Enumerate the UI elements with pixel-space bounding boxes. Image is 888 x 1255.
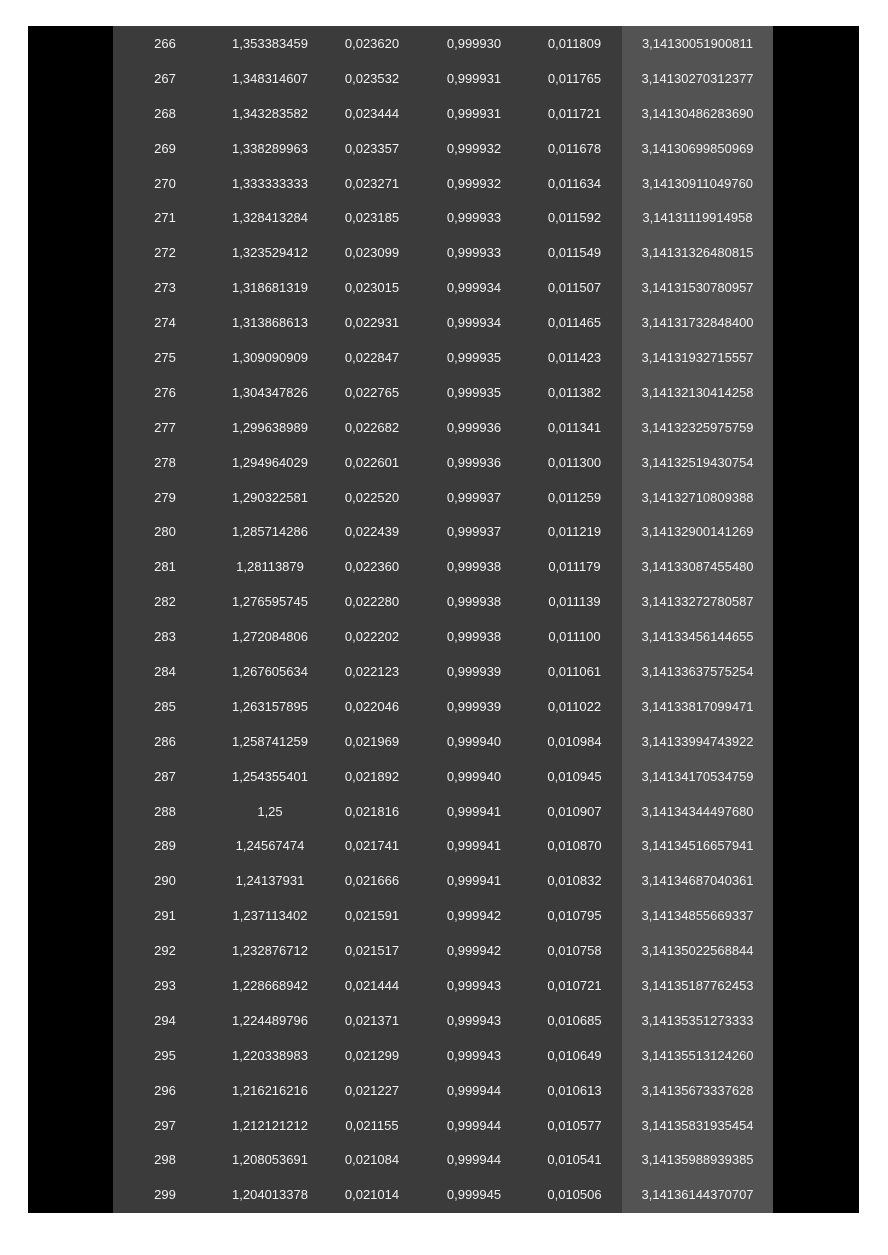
value-cell-1: 1,267605634 [232,663,308,679]
table-row [113,724,773,759]
value-cell-1: 1,254355401 [232,768,308,784]
index-cell: 297 [154,1117,176,1133]
value-cell-4: 0,010506 [547,1187,602,1203]
pi-approx-cell: 3,14131932715557 [641,349,754,365]
value-cell-1: 1,25 [257,803,283,819]
value-cell-3: 0,999934 [446,280,502,296]
value-cell-2: 0,022046 [344,698,400,714]
index-cell: 270 [154,175,176,191]
value-cell-4: 0,011634 [547,175,602,191]
pi-approx-cell: 3,14134170534759 [641,768,754,784]
index-cell: 284 [154,663,176,679]
value-cell-1: 1,309090909 [232,349,308,365]
value-cell-4: 0,010945 [547,768,602,784]
value-cell-1: 1,338289963 [232,140,308,156]
value-cell-3: 0,999933 [446,245,502,261]
index-cell: 278 [154,454,176,470]
value-cell-4: 0,011259 [547,489,602,505]
table-row [113,340,773,375]
value-cell-2: 0,021084 [344,1152,400,1168]
table-row [113,445,773,480]
table-row [113,200,773,235]
value-cell-3: 0,999943 [446,1047,502,1063]
value-cell-4: 0,011219 [547,524,602,540]
table-row [113,305,773,340]
value-cell-2: 0,021517 [344,943,400,959]
value-cell-1: 1,276595745 [232,594,308,610]
value-cell-3: 0,999944 [446,1117,502,1133]
pi-approx-cell: 3,14131530780957 [641,280,754,296]
table-row [113,863,773,898]
table-row [113,689,773,724]
value-cell-3: 0,999941 [446,803,502,819]
value-cell-1: 1,263157895 [232,698,308,714]
value-cell-1: 1,232876712 [232,943,308,959]
pi-approx-cell: 3,14130699850969 [641,140,754,156]
value-cell-4: 0,010984 [547,733,602,749]
value-cell-2: 0,023015 [344,280,400,296]
value-cell-1: 1,258741259 [232,733,308,749]
value-cell-4: 0,011592 [547,210,602,226]
value-cell-3: 0,999931 [446,70,502,86]
value-cell-4: 0,011300 [547,454,602,470]
value-cell-4: 0,011549 [547,245,602,261]
value-cell-1: 1,28113879 [236,559,304,575]
value-cell-1: 1,318681319 [232,280,308,296]
value-cell-3: 0,999939 [446,698,502,714]
pi-approx-cell: 3,14131326480815 [641,245,754,261]
table-row [113,131,773,166]
value-cell-3: 0,999938 [446,629,502,645]
table-row [113,828,773,863]
index-cell: 280 [154,524,176,540]
index-cell: 296 [154,1082,176,1098]
value-cell-1: 1,237113402 [232,908,308,924]
index-cell: 283 [154,629,176,645]
value-cell-4: 0,011765 [547,70,602,86]
index-cell: 294 [154,1012,176,1028]
pi-approx-cell: 3,14135513124260 [641,1047,754,1063]
value-cell-4: 0,011061 [547,663,602,679]
value-cell-4: 0,010907 [547,803,602,819]
value-cell-2: 0,021227 [344,1082,400,1098]
pi-approx-cell: 3,14135831935454 [641,1117,754,1133]
value-cell-1: 1,228668942 [232,977,308,993]
value-cell-3: 0,999941 [446,838,502,854]
table-row [113,375,773,410]
table-row [113,619,773,654]
pi-approx-cell: 3,14132130414258 [641,384,754,400]
value-cell-2: 0,022439 [344,524,400,540]
value-cell-2: 0,021014 [344,1187,400,1203]
pi-approx-cell: 3,14130270312377 [641,70,754,86]
index-cell: 286 [154,733,176,749]
value-cell-1: 1,204013378 [232,1187,308,1203]
table-row [113,759,773,794]
value-cell-3: 0,999945 [446,1187,502,1203]
value-cell-1: 1,353383459 [232,35,308,51]
value-cell-4: 0,010832 [547,873,602,889]
value-cell-2: 0,022360 [344,559,400,575]
value-cell-4: 0,011382 [547,384,602,400]
value-cell-3: 0,999936 [446,419,502,435]
value-cell-1: 1,272084806 [232,629,308,645]
value-cell-1: 1,333333333 [232,175,308,191]
value-cell-3: 0,999944 [446,1152,502,1168]
index-cell: 273 [154,280,176,296]
pi-approx-cell: 3,14133456144655 [641,629,754,645]
value-cell-3: 0,999933 [446,210,502,226]
table-body [113,26,773,1212]
pi-approx-cell: 3,14132325975759 [641,419,754,435]
value-cell-4: 0,011721 [547,105,602,121]
value-cell-2: 0,021816 [344,803,400,819]
value-cell-4: 0,010685 [547,1012,602,1028]
table-row [113,166,773,201]
value-cell-3: 0,999930 [446,35,502,51]
value-cell-3: 0,999939 [446,663,502,679]
table-row [113,1003,773,1038]
table-row [113,933,773,968]
index-cell: 275 [154,349,176,365]
value-cell-4: 0,010721 [547,977,602,993]
value-cell-2: 0,022682 [344,419,400,435]
value-cell-3: 0,999938 [446,594,502,610]
table-row [113,26,773,61]
value-cell-2: 0,022847 [344,349,400,365]
pi-approx-cell: 3,14135022568844 [641,943,754,959]
table-row [113,898,773,933]
value-cell-4: 0,010541 [547,1152,602,1168]
index-cell: 272 [154,245,176,261]
value-cell-4: 0,011341 [547,419,602,435]
value-cell-1: 1,216216216 [232,1082,308,1098]
value-cell-1: 1,290322581 [232,489,308,505]
index-cell: 276 [154,384,176,400]
value-cell-2: 0,022931 [344,315,400,331]
value-cell-3: 0,999931 [446,105,502,121]
value-cell-3: 0,999937 [446,524,502,540]
value-cell-3: 0,999935 [446,349,502,365]
index-cell: 279 [154,489,176,505]
value-cell-2: 0,023357 [344,140,400,156]
value-cell-2: 0,021969 [344,733,400,749]
pi-approx-cell: 3,14136144370707 [641,1187,754,1203]
pi-approx-cell: 3,14135187762453 [641,977,754,993]
index-cell: 267 [154,70,176,86]
pi-approx-cell: 3,14133994743922 [641,733,754,749]
value-cell-2: 0,021371 [344,1012,400,1028]
table-row [113,514,773,549]
pi-approx-cell: 3,14135673337628 [641,1082,754,1098]
pi-approx-cell: 3,14134344497680 [641,803,754,819]
value-cell-3: 0,999934 [446,315,502,331]
table-row [113,270,773,305]
value-cell-1: 1,220338983 [232,1047,308,1063]
index-cell: 290 [154,873,176,889]
index-cell: 299 [154,1187,176,1203]
value-cell-2: 0,021892 [344,768,400,784]
index-cell: 287 [154,768,176,784]
table-row [113,1108,773,1143]
index-cell: 285 [154,698,176,714]
value-cell-4: 0,011100 [548,629,601,645]
value-cell-3: 0,999937 [446,489,502,505]
pi-approx-cell: 3,14134516657941 [641,838,754,854]
value-cell-2: 0,022123 [344,663,400,679]
value-cell-1: 1,285714286 [232,524,308,540]
index-cell: 281 [154,559,176,575]
value-cell-1: 1,208053691 [232,1152,308,1168]
value-cell-2: 0,021591 [344,908,400,924]
pi-approx-cell: 3,14131119914958 [642,210,753,226]
value-cell-1: 1,24567474 [235,838,305,854]
value-cell-4: 0,010758 [547,943,602,959]
data-table [113,26,773,1213]
index-cell: 295 [154,1047,176,1063]
pi-approx-cell: 3,14133637575254 [641,663,754,679]
index-cell: 293 [154,977,176,993]
pi-approx-cell: 3,14134855669337 [641,908,754,924]
index-cell: 282 [154,594,176,610]
index-cell: 268 [154,105,176,121]
value-cell-3: 0,999940 [446,768,502,784]
value-cell-4: 0,011179 [548,559,601,575]
value-cell-2: 0,021666 [344,873,400,889]
index-cell: 288 [154,803,176,819]
pi-approx-cell: 3,14135988939385 [641,1152,754,1168]
index-cell: 292 [154,943,176,959]
value-cell-2: 0,023271 [344,175,400,191]
value-cell-2: 0,021444 [344,977,400,993]
table-row [113,96,773,131]
index-cell: 271 [154,210,176,226]
value-cell-2: 0,023532 [344,70,400,86]
value-cell-1: 1,212121212 [232,1117,308,1133]
pi-approx-cell: 3,14133087455480 [641,559,754,575]
value-cell-3: 0,999942 [446,943,502,959]
pi-approx-cell: 3,14134687040361 [641,873,754,889]
value-cell-3: 0,999940 [446,733,502,749]
table-row [113,968,773,1003]
value-cell-4: 0,011139 [548,594,601,610]
value-cell-1: 1,304347826 [232,384,308,400]
table-row [113,61,773,96]
value-cell-2: 0,022765 [344,384,400,400]
value-cell-3: 0,999932 [446,175,502,191]
pi-approx-cell: 3,14131732848400 [641,315,754,331]
table-row [113,549,773,584]
table-row [113,794,773,829]
table-row [113,1073,773,1108]
table-row [113,410,773,445]
value-cell-1: 1,294964029 [232,454,308,470]
table-row [113,480,773,515]
value-cell-4: 0,011678 [547,140,602,156]
value-cell-1: 1,24137931 [235,873,305,889]
table-row [113,1038,773,1073]
value-cell-2: 0,023185 [344,210,400,226]
value-cell-2: 0,023099 [344,245,400,261]
index-cell: 266 [154,35,176,51]
value-cell-4: 0,010649 [547,1047,602,1063]
index-cell: 269 [154,140,176,156]
table-row [113,654,773,689]
value-cell-3: 0,999944 [446,1082,502,1098]
value-cell-4: 0,011022 [547,698,602,714]
value-cell-4: 0,010870 [547,838,602,854]
pi-approx-cell: 3,14132710809388 [641,489,754,505]
value-cell-1: 1,348314607 [232,70,308,86]
index-cell: 289 [154,838,176,854]
value-cell-3: 0,999936 [446,454,502,470]
pi-approx-cell: 3,14135351273333 [641,1012,754,1028]
value-cell-1: 1,328413284 [232,210,308,226]
value-cell-3: 0,999942 [446,908,502,924]
value-cell-3: 0,999935 [446,384,502,400]
value-cell-4: 0,011507 [547,280,602,296]
value-cell-4: 0,011809 [547,35,602,51]
value-cell-1: 1,323529412 [232,245,308,261]
value-cell-2: 0,021741 [344,838,400,854]
value-cell-4: 0,010577 [547,1117,602,1133]
value-cell-3: 0,999932 [446,140,502,156]
value-cell-2: 0,021299 [344,1047,400,1063]
value-cell-2: 0,022280 [344,594,400,610]
value-cell-3: 0,999941 [446,873,502,889]
pi-approx-cell: 3,14133817099471 [641,698,754,714]
value-cell-1: 1,224489796 [232,1012,308,1028]
index-cell: 277 [154,419,176,435]
pi-approx-cell: 3,14130486283690 [641,105,754,121]
value-cell-4: 0,011423 [547,349,602,365]
value-cell-2: 0,022202 [344,629,400,645]
table-row [113,584,773,619]
pi-approx-cell: 3,14133272780587 [641,594,754,610]
document-page [28,26,859,1213]
pi-approx-cell: 3,14130911049760 [641,175,754,191]
value-cell-3: 0,999938 [446,559,502,575]
index-cell: 274 [154,315,176,331]
value-cell-3: 0,999943 [446,977,502,993]
pi-approx-cell: 3,14132900141269 [641,524,754,540]
value-cell-4: 0,010795 [547,908,602,924]
value-cell-4: 0,010613 [547,1082,602,1098]
pi-approx-cell: 3,14132519430754 [641,454,754,470]
value-cell-2: 0,023620 [344,35,400,51]
value-cell-2: 0,022520 [344,489,400,505]
value-cell-3: 0,999943 [446,1012,502,1028]
pi-approx-cell: 3,14130051900811 [641,35,754,51]
value-cell-2: 0,022601 [344,454,400,470]
table-row [113,1177,773,1212]
value-cell-1: 1,313868613 [232,315,308,331]
index-cell: 298 [154,1152,176,1168]
value-cell-2: 0,023444 [344,105,400,121]
value-cell-4: 0,011465 [547,315,602,331]
table-row [113,1143,773,1178]
value-cell-1: 1,299638989 [232,419,308,435]
value-cell-2: 0,021155 [345,1117,399,1133]
value-cell-1: 1,343283582 [232,105,308,121]
index-cell: 291 [154,908,176,924]
table-row [113,235,773,270]
